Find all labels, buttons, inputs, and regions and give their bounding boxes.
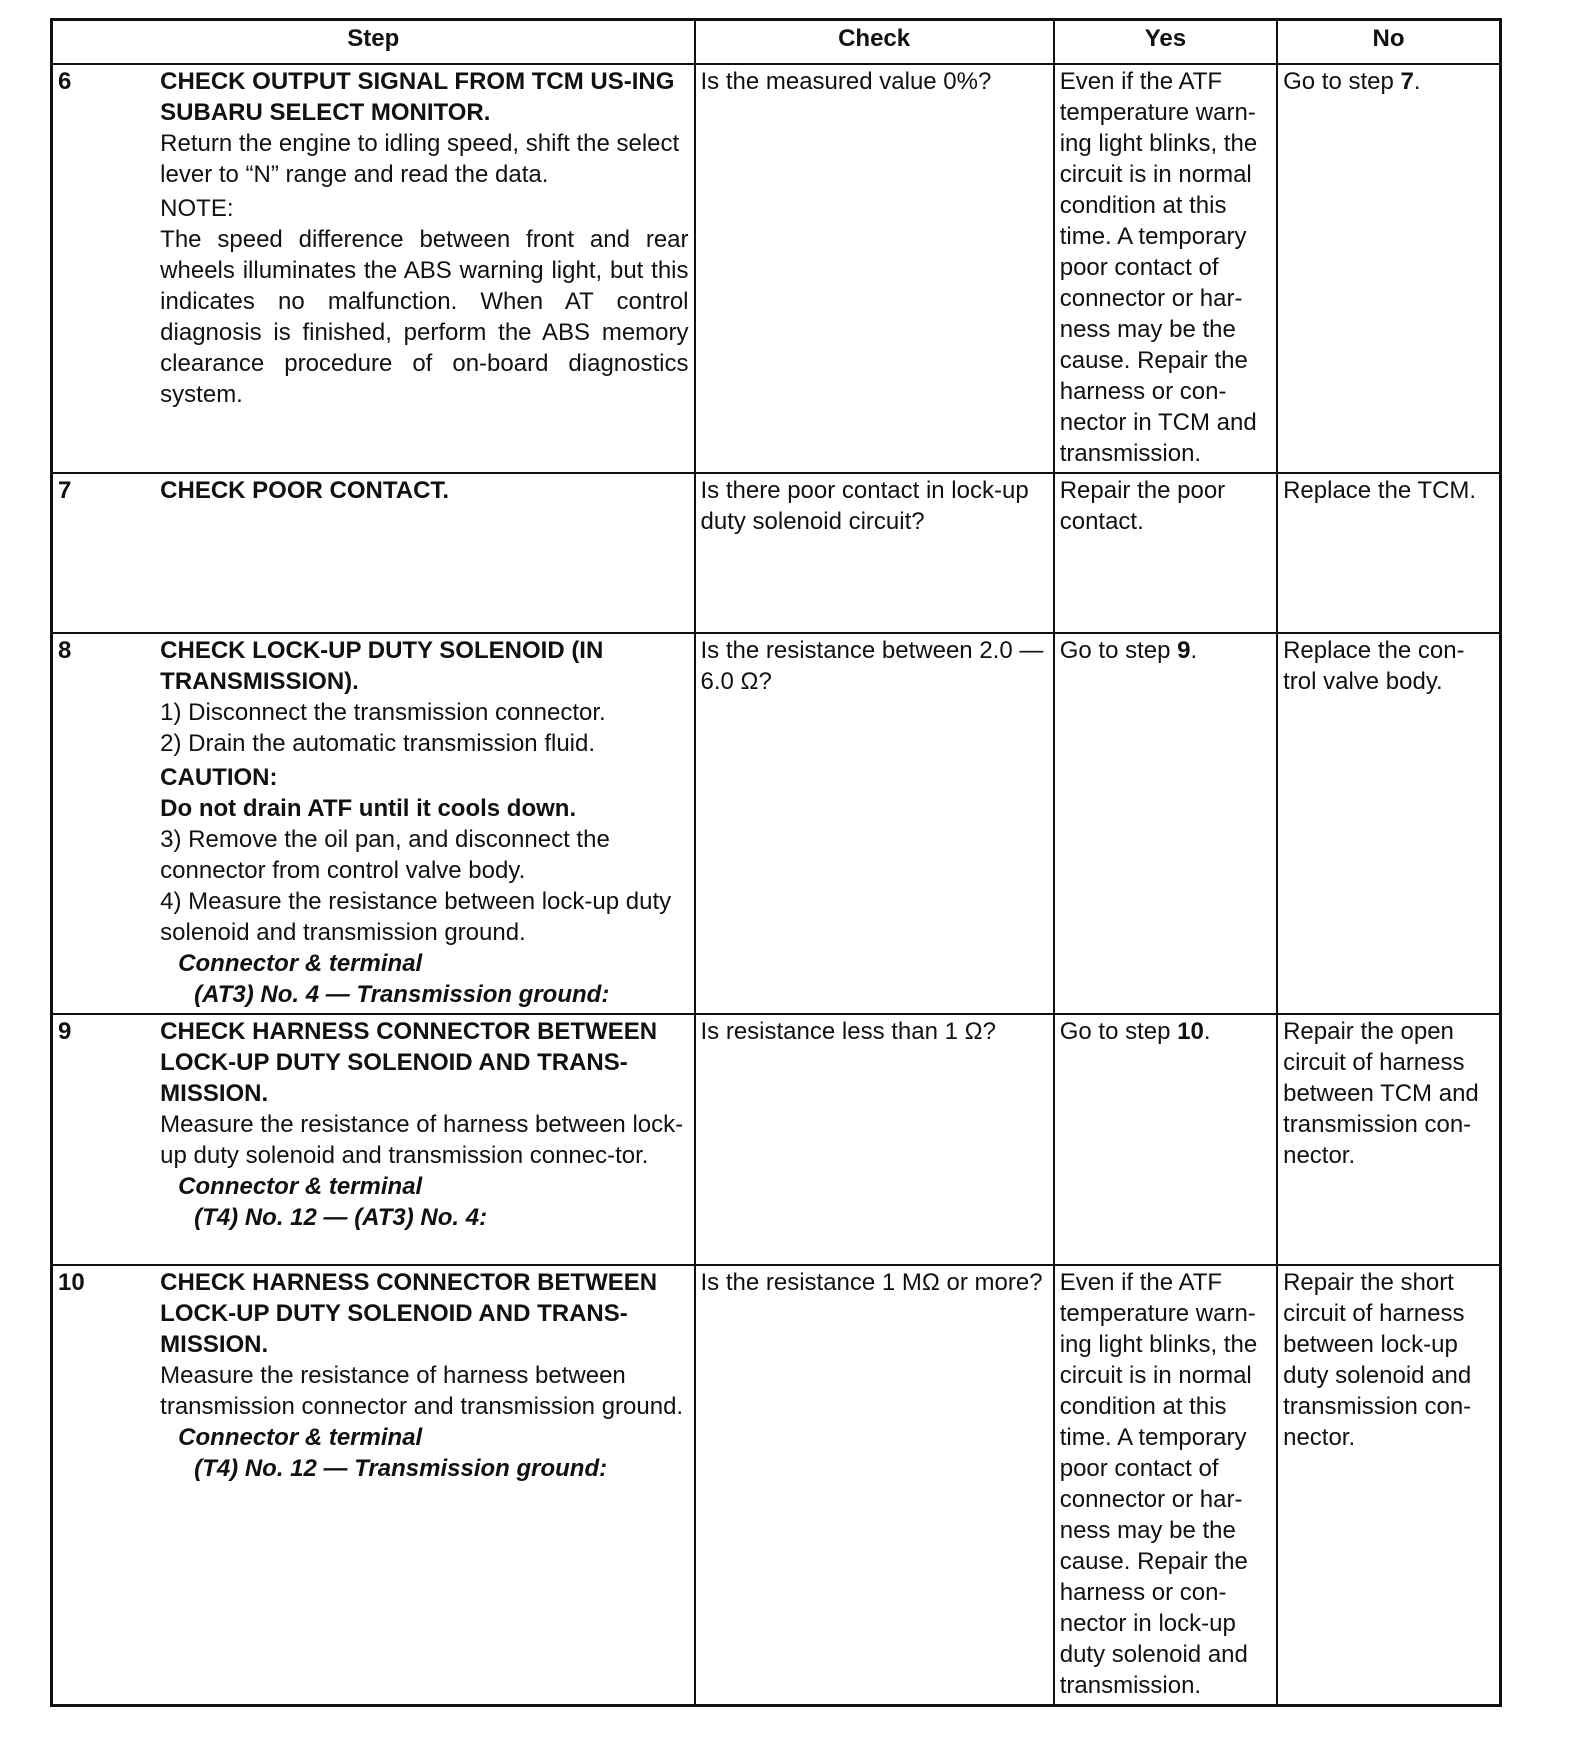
check-cell: Is the resistance 1 MΩ or more? — [695, 1265, 1054, 1706]
header-row — [52, 20, 1501, 65]
header-step: Step — [52, 20, 695, 65]
procedure-step: 4) Measure the resistance between lock-up duty solenoid and transmission ground. — [160, 888, 672, 946]
terminal-value: (T4) No. 12 — (AT3) No. 4: — [194, 1204, 488, 1231]
yes-cell: Even if the ATF temperature warn-ing light blinks, the circuit is in normal condition at this time. A temporary poor contact of connector or har-ness may be the cause. Repair the harness or con-nector in lock-up duty solenoid and transmission. — [1054, 1265, 1277, 1706]
step-description — [160, 633, 694, 1014]
no-cell: Repair the short circuit of harness between lock-up duty solenoid and transmission con-nector. — [1277, 1265, 1500, 1706]
caution-text: Do not drain ATF until it cools down. — [160, 795, 577, 822]
next-step-number: 9 — [1177, 637, 1191, 664]
procedure-step: 2) Drain the automatic transmission fluid. — [160, 730, 596, 757]
procedure-step: 1) Disconnect the transmission connector. — [160, 699, 606, 726]
yes-suffix: . — [1190, 637, 1198, 664]
check-cell: Is there poor contact in lock-up duty solenoid circuit? — [695, 473, 1054, 633]
note-text: The speed difference between front and rear wheels illuminates the ABS warning light, but this indicates no malfunction. When AT control diagnosis is finished, perform the ABS memory clearance procedure of on-board diagnostics system. — [160, 226, 689, 408]
step-instruction: Measure the resistance of harness between transmission connector and transmission ground. — [160, 1362, 684, 1420]
step-number: 8 — [52, 633, 161, 1014]
terminal-value: (AT3) No. 4 — Transmission ground: — [194, 981, 610, 1008]
header-no: No — [1277, 20, 1500, 65]
step-number: 9 — [52, 1014, 161, 1265]
no-prefix: Go to step — [1283, 68, 1401, 95]
step-description — [160, 1265, 694, 1706]
yes-cell: Repair the poor contact. — [1054, 473, 1277, 633]
table-row-step-9 — [52, 1014, 1501, 1265]
header-check: Check — [695, 20, 1054, 65]
yes-cell: Even if the ATF temperature warn-ing light blinks, the circuit is in normal condition at this time. A temporary poor contact of connector or har-ness may be the cause. Repair the harness or con-nector in TCM and transmission. — [1054, 64, 1277, 473]
terminal-label: Connector & terminal — [178, 950, 423, 977]
yes-suffix: . — [1203, 1018, 1211, 1045]
next-step-number: 10 — [1177, 1018, 1204, 1045]
table-row-step-8 — [52, 633, 1501, 1014]
header-yes: Yes — [1054, 20, 1277, 65]
no-cell: Replace the con-trol valve body. — [1277, 633, 1500, 1014]
no-cell: Repair the open circuit of harness between TCM and transmission con-nector. — [1277, 1014, 1500, 1265]
yes-cell — [1054, 633, 1277, 1014]
note-label: NOTE: — [160, 195, 234, 222]
yes-prefix: Go to step — [1059, 1018, 1178, 1045]
table-row-step-7 — [52, 473, 1501, 633]
step-title: CHECK HARNESS CONNECTOR BETWEEN LOCK-UP DUTY SOLENOID AND TRANS-MISSION. — [160, 1018, 658, 1107]
table-row-step-6 — [52, 64, 1501, 473]
step-number: 10 — [52, 1265, 161, 1706]
step-title: CHECK OUTPUT SIGNAL FROM TCM US-ING SUBARU SELECT MONITOR. — [160, 68, 675, 126]
terminal-label: Connector & terminal — [178, 1424, 423, 1451]
step-title: CHECK LOCK-UP DUTY SOLENOID (IN TRANSMISSION). — [160, 637, 604, 695]
table-row-step-10 — [52, 1265, 1501, 1706]
step-instruction: Return the engine to idling speed, shift the select lever to “N” range and read the data. — [160, 130, 680, 188]
no-cell — [1277, 64, 1500, 473]
terminal-label: Connector & terminal — [178, 1173, 423, 1200]
step-instruction: Measure the resistance of harness between lock-up duty solenoid and transmission connec-tor. — [160, 1111, 684, 1169]
check-cell: Is the measured value 0%? — [695, 64, 1054, 473]
step-number: 7 — [52, 473, 161, 633]
step-description — [160, 64, 694, 473]
procedure-step: 3) Remove the oil pan, and disconnect the connector from control valve body. — [160, 826, 610, 884]
diagnostic-table — [50, 18, 1502, 1707]
step-title: CHECK POOR CONTACT. — [160, 477, 450, 504]
check-cell: Is resistance less than 1 Ω? — [695, 1014, 1054, 1265]
step-title: CHECK HARNESS CONNECTOR BETWEEN LOCK-UP DUTY SOLENOID AND TRANS-MISSION. — [160, 1269, 658, 1358]
step-number: 6 — [52, 64, 161, 473]
terminal-value: (T4) No. 12 — Transmission ground: — [194, 1455, 608, 1482]
check-cell: Is the resistance between 2.0 — 6.0 Ω? — [695, 633, 1054, 1014]
no-cell: Replace the TCM. — [1277, 473, 1500, 633]
yes-cell — [1054, 1014, 1277, 1265]
step-description — [160, 1014, 694, 1265]
yes-prefix: Go to step — [1059, 637, 1178, 664]
next-step-number: 7 — [1400, 68, 1414, 95]
caution-label: CAUTION: — [160, 764, 278, 791]
no-suffix: . — [1413, 68, 1421, 95]
step-description — [160, 473, 694, 633]
